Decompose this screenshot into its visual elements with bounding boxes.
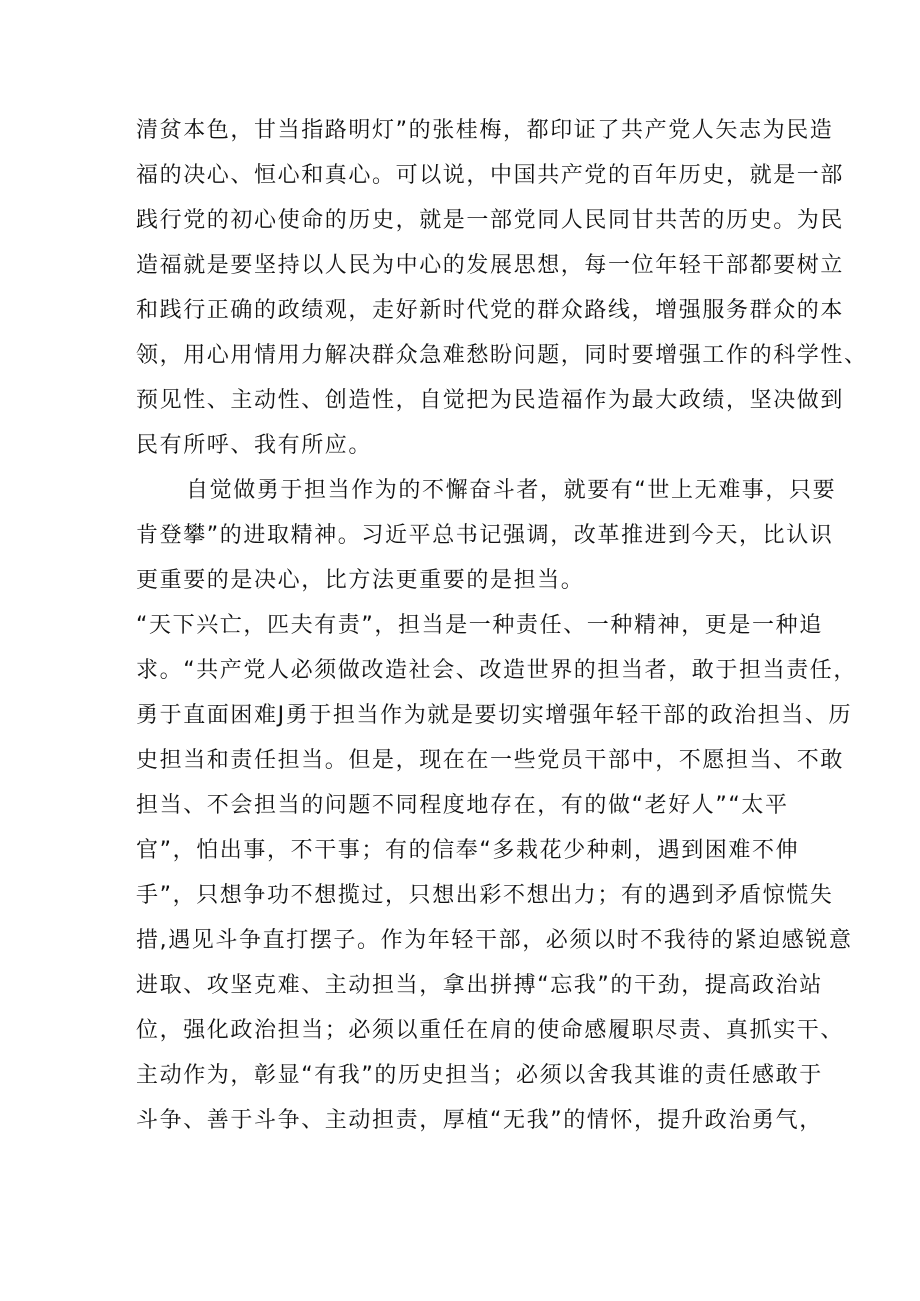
text-line-7: 预见性、主动性、创造性，自觉把为民造福作为最大政绩，坚决做到 — [136, 388, 845, 413]
text-line-19: 措,遇见斗争直打摆子。作为年轻干部，必须以时不我待的紧迫感锐意 — [136, 928, 853, 953]
text-line-10: 肯登攀”的进取精神。习近平总书记强调，改革推进到今天，比认识 — [136, 523, 834, 548]
text-line-13: 求。“共产党人必须做改造社会、改造世界的担当者，敢于担当责任， — [136, 658, 857, 683]
text-line-16: 担当、不会担当的问题不同程度地存在，有的做“老好人”“太平 — [136, 793, 789, 818]
text-line-17: 官”，怕出事，不干事；有的信奉“多栽花少种刺，遇到困难不伸 — [136, 838, 800, 863]
text-line-15: 史担当和责任担当。但是，现在在一些党员干部中，不愿担当、不敢 — [136, 748, 845, 773]
text-line-21: 位，强化政治担当；必须以重任在肩的使命感履职尽责、真抓实干、 — [136, 1018, 845, 1043]
text-line-3: 践行党的初心使命的历史，就是一部党同人民同甘共苦的历史。为民 — [136, 208, 845, 233]
text-line-14: 勇于直面困难J勇于担当作为就是要切实增强年轻干部的政治担当、历 — [136, 703, 853, 728]
text-line-20: 进取、攻坚克难、主动担当，拿出拼搏“忘我”的干劲，提高政治站 — [136, 973, 823, 998]
text-line-8: 民有所呼、我有所应。 — [136, 433, 373, 458]
text-line-18: 手”，只想争功不想揽过，只想出彩不想出力；有的遇到矛盾惊慌失 — [136, 883, 834, 908]
text-line-4: 造福就是要坚持以人民为中心的发展思想，每一位年轻干部都要树立 — [136, 253, 845, 278]
text-line-6: 领，用心用情用力解决群众急难愁盼问题，同时要增强工作的科学性、 — [136, 343, 868, 368]
text-line-11: 更重要的是决心，比方法更重要的是担当。 — [136, 568, 585, 593]
text-line-2: 福的决心、恒心和真心。可以说，中国共产党的百年历史，就是一部 — [136, 163, 845, 188]
text-line-9: 自觉做勇于担当作为的不懈奋斗者，就要有“世上无难事，只要 — [186, 478, 837, 503]
text-line-23: 斗争、善于斗争、主动担责，厚植“无我”的情怀，提升政治勇气， — [136, 1108, 823, 1133]
text-line-12: “天下兴亡，匹夫有责”，担当是一种责任、一种精神，更是一种追 — [136, 613, 823, 638]
text-line-1: 清贫本色，甘当指路明灯”的张桂梅，都印证了共产党人矢志为民造 — [136, 118, 834, 143]
text-line-22: 主动作为，彰显“有我”的历史担当；必须以舍我其谁的责任感敢于 — [136, 1063, 823, 1088]
text-line-5: 和践行正确的政绩观，走好新时代党的群众路线，增强服务群众的本 — [136, 298, 845, 323]
